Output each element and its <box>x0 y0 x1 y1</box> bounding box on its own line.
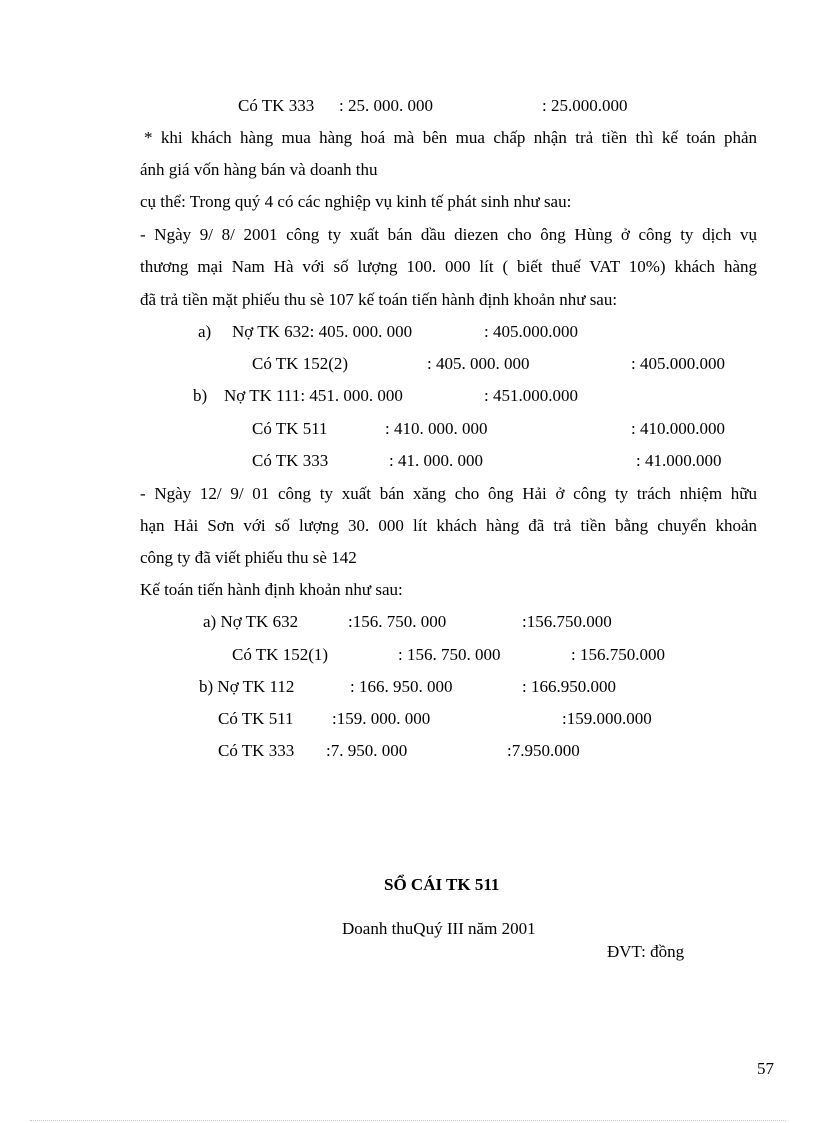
entry-label: Có TK 333 <box>238 96 315 115</box>
entry-prefix: b) <box>193 386 208 405</box>
paragraph-line: hạn Hải Sơn với số lượng 30. 000 lít khách hàng đã trả tiền bằng chuyển khoản <box>140 516 757 535</box>
entry-total: : 451.000.000 <box>484 386 578 405</box>
paragraph-line: thương mại Nam Hà với số lượng 100. 000 lít ( biết thuế VAT 10%) khách hàng <box>140 257 757 276</box>
entry-amount: :7. 950. 000 <box>326 741 408 760</box>
footer-rule <box>30 1120 786 1121</box>
paragraph-line: - Ngày 12/ 9/ 01 công ty xuất bán xăng cho ông Hải ở công ty trách nhiệm hữu <box>140 484 757 503</box>
entry-amount: : 25. 000. 000 <box>339 96 433 115</box>
entry-total: :159.000.000 <box>562 709 652 728</box>
entry-total: : 405.000.000 <box>484 322 578 341</box>
ledger-subtitle: Doanh thuQuý III năm 2001 <box>342 919 536 938</box>
entry-label: Có TK 511 <box>218 709 294 728</box>
entry-amount: :159. 000. 000 <box>332 709 431 728</box>
paragraph-line: đã trả tiền mặt phiếu thu sè 107 kế toán tiến hành định khoản như sau: <box>140 290 618 309</box>
entry-label: Có TK 152(1) <box>232 645 329 664</box>
entry-amount: : 405. 000. 000 <box>427 354 530 373</box>
entry-total: : 156.750.000 <box>571 645 665 664</box>
page-number: 57 <box>757 1059 774 1078</box>
entry-label: Có TK 333 <box>218 741 295 760</box>
entry-total: : 405.000.000 <box>631 354 725 373</box>
paragraph-line: ánh giá vốn hàng bán và doanh thu <box>140 160 378 179</box>
entry-amount: : 156. 750. 000 <box>398 645 501 664</box>
ledger-unit: ĐVT: đồng <box>607 942 685 961</box>
entry-total: : 41.000.000 <box>636 451 722 470</box>
entry-amount: : 166. 950. 000 <box>350 677 453 696</box>
paragraph-line: công ty đã viết phiếu thu sè 142 <box>140 548 357 567</box>
entry-total: :7.950.000 <box>507 741 580 760</box>
ledger-title: SỔ CÁI TK 511 <box>384 875 500 894</box>
entry-total: : 410.000.000 <box>631 419 725 438</box>
entry-amount: :156. 750. 000 <box>348 612 447 631</box>
entry-label: Có TK 511 <box>252 419 328 438</box>
paragraph-line: Kế toán tiến hành định khoản như sau: <box>140 580 403 599</box>
entry-label: Có TK 152(2) <box>252 354 349 373</box>
entry-total: :156.750.000 <box>522 612 612 631</box>
entry-label: Có TK 333 <box>252 451 329 470</box>
paragraph-line: * khi khách hàng mua hàng hoá mà bên mua chấp nhận trả tiền thì kế toán phản <box>144 128 757 147</box>
entry-label: b) Nợ TK 112 <box>199 677 295 696</box>
entry-total: : 25.000.000 <box>542 96 628 115</box>
entry-amount: : 41. 000. 000 <box>389 451 483 470</box>
paragraph-line: cụ thể: Trong quý 4 có các nghiệp vụ kinh tế phát sinh như sau: <box>140 192 572 211</box>
entry-label: Nợ TK 632: 405. 000. 000 <box>232 322 413 341</box>
entry-label: Nợ TK 111: 451. 000. 000 <box>224 386 403 405</box>
entry-total: : 166.950.000 <box>522 677 616 696</box>
entry-label: a) Nợ TK 632 <box>203 612 299 631</box>
entry-amount: : 410. 000. 000 <box>385 419 488 438</box>
paragraph-line: - Ngày 9/ 8/ 2001 công ty xuất bán dầu diezen cho ông Hùng ở công ty dịch vụ <box>140 225 757 244</box>
entry-prefix: a) <box>198 322 212 341</box>
